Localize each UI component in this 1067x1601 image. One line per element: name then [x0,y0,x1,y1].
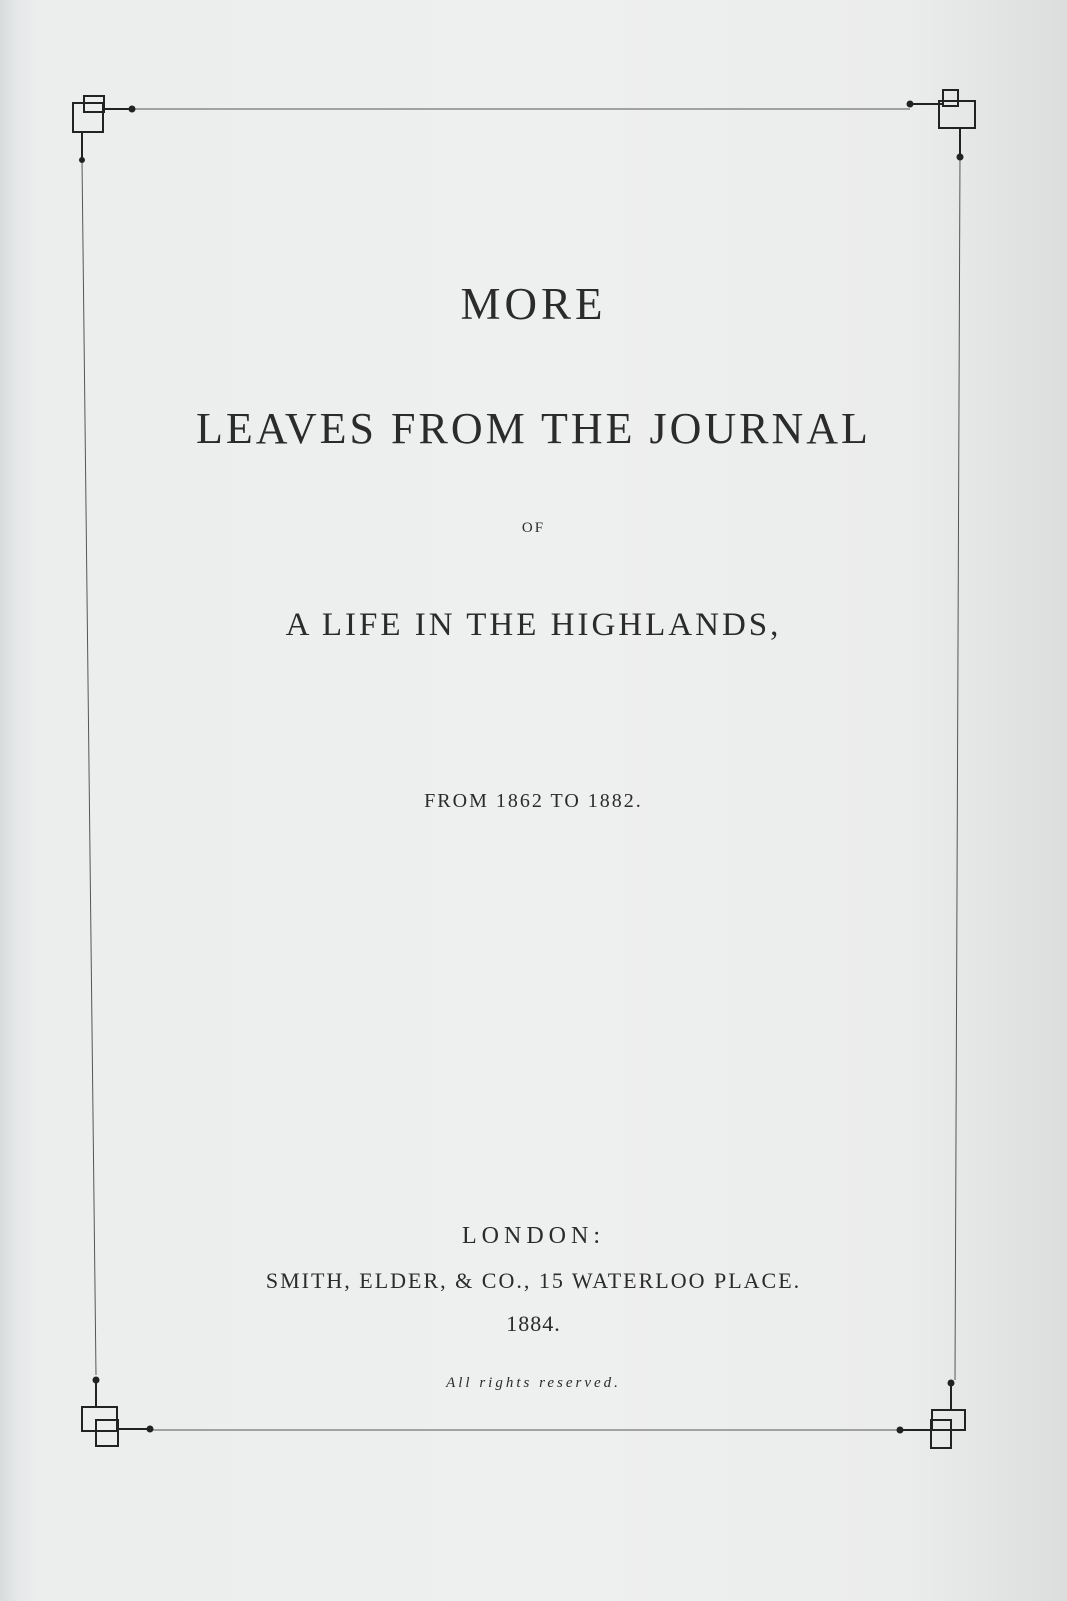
title-connector-of: OF [521,520,546,536]
imprint-publisher: SMITH, ELDER, & CO., 15 WATERLOO PLACE. [265,1268,802,1293]
imprint-city: LONDON: [462,1223,605,1249]
title-line-more: MORE [460,279,607,329]
rights-notice: All rights reserved. [446,1375,621,1391]
date-range: FROM 1862 TO 1882. [424,790,643,812]
imprint-year: 1884. [506,1311,561,1336]
title-line-highlands: A LIFE IN THE HIGHLANDS, [285,607,782,643]
corner-ornament-top-right [908,90,976,160]
title-line-leaves: LEAVES FROM THE JOURNAL [196,404,871,453]
corner-ornament-top-left [73,96,135,162]
